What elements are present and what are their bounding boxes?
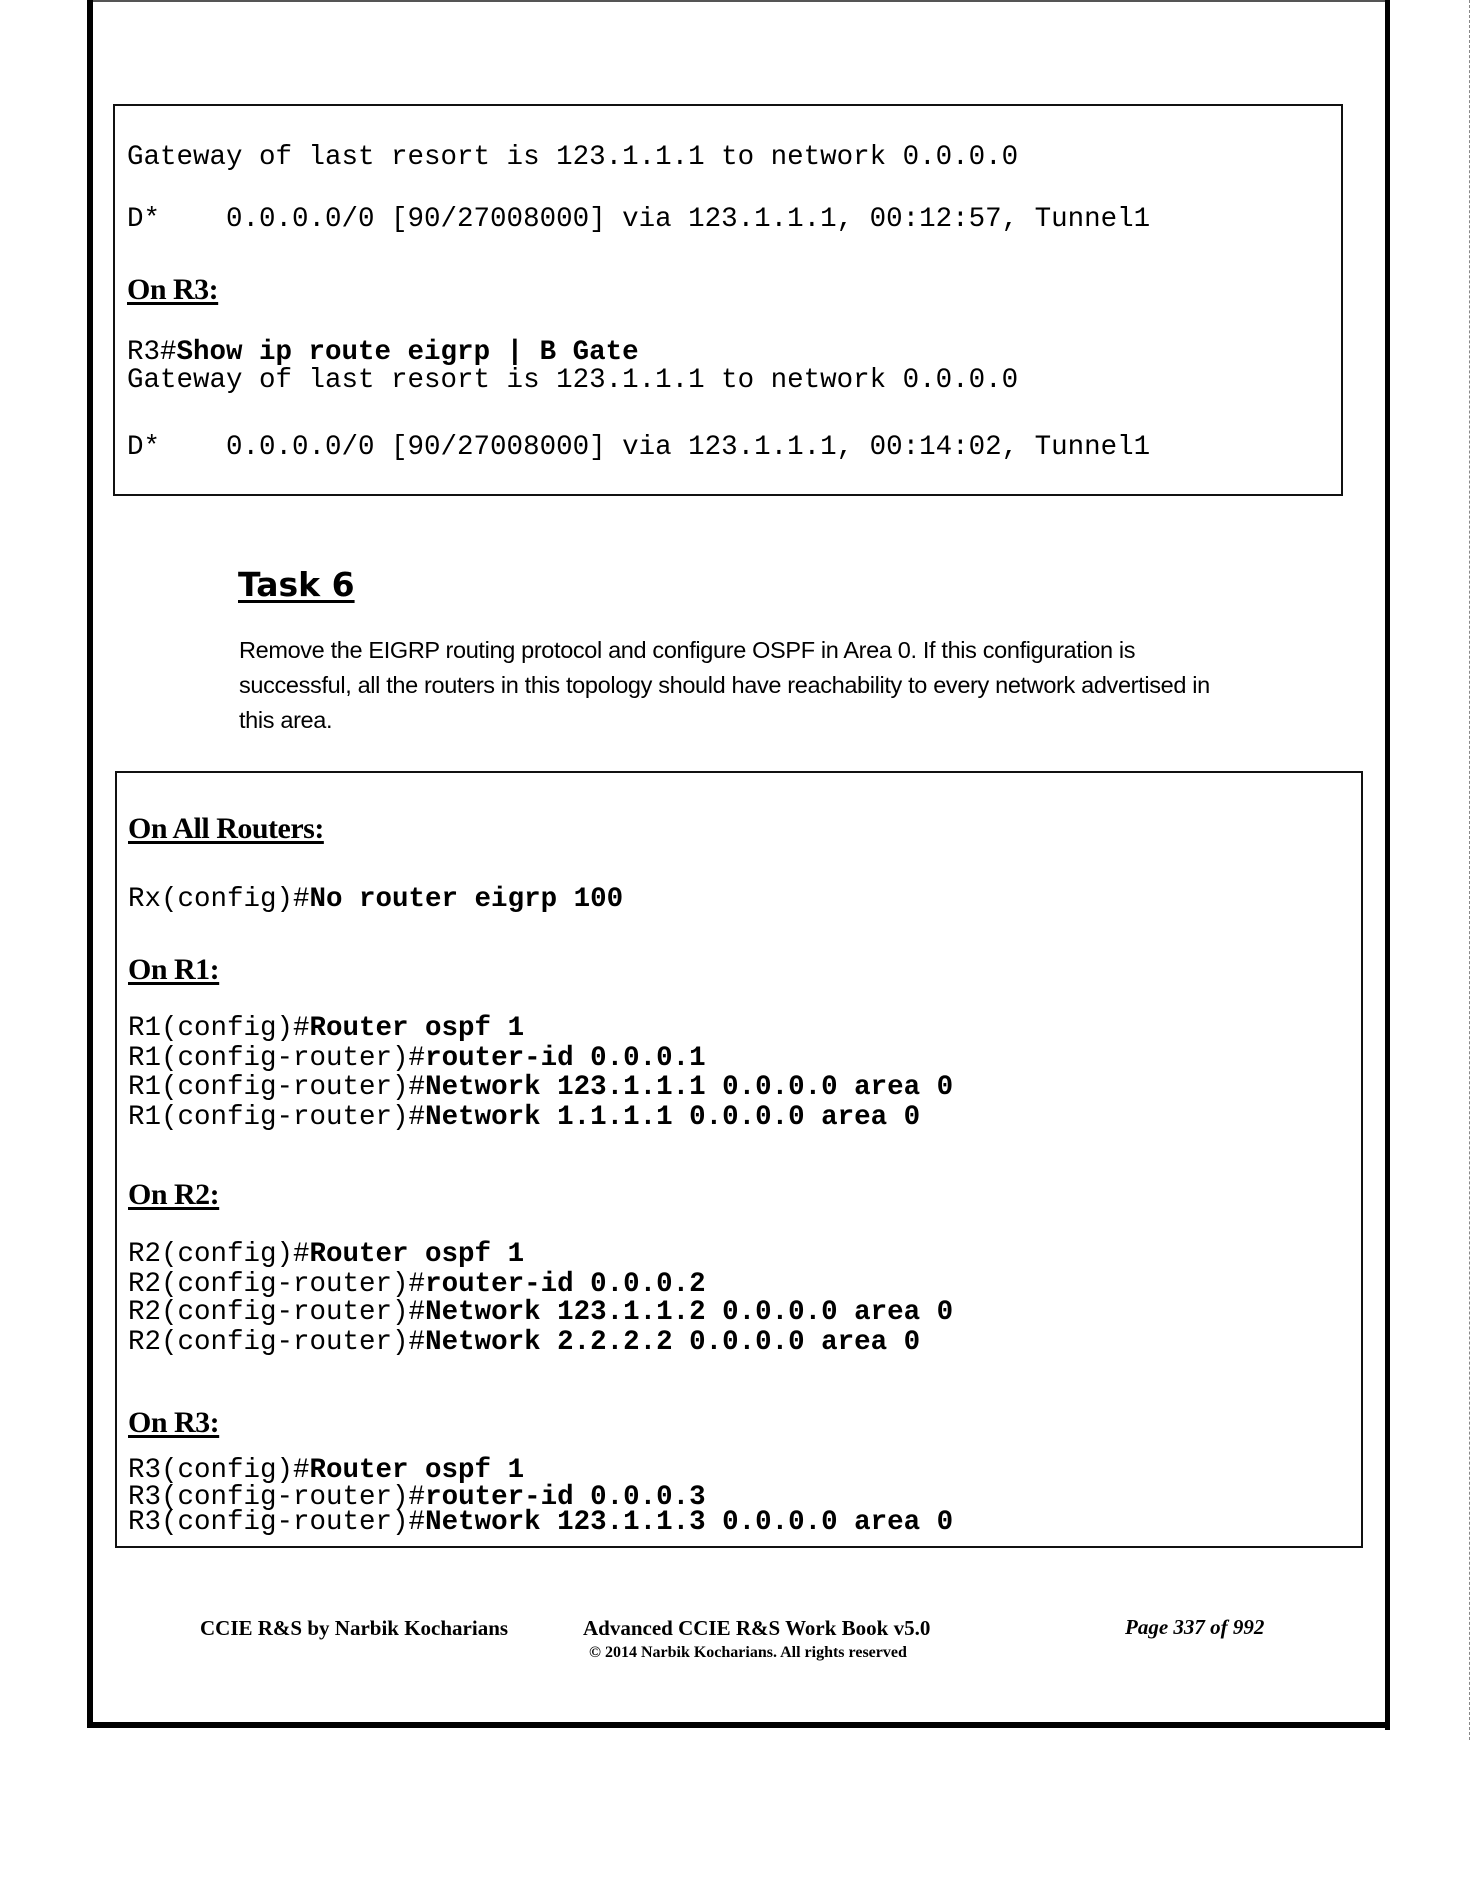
- prompt: R1(config)#: [128, 1013, 310, 1044]
- task-description: Remove the EIGRP routing protocol and configure OSPF in Area 0. If this configuration is successful, all the routers in this topology should have reachability to every network advertised in this area.: [239, 637, 1210, 733]
- code-line: [128, 1271, 706, 1299]
- code-line: [128, 1241, 524, 1269]
- code-line: [128, 1457, 524, 1485]
- code-line: [128, 1329, 920, 1357]
- code-line: D* 0.0.0.0/0 [90/27008000] via 123.1.1.1, 00:14:02, Tunnel1: [127, 432, 1151, 463]
- page-frame-right: [1385, 0, 1390, 1730]
- command: Network 123.1.1.2 0.0.0.0 area 0: [425, 1297, 954, 1328]
- section-heading-r3: On R3:: [128, 1406, 220, 1439]
- code-line: Gateway of last resort is 123.1.1.1 to network 0.0.0.0: [127, 142, 1019, 173]
- footer-book-title: Advanced CCIE R&S Work Book v5.0: [583, 1616, 931, 1640]
- section-heading-r2: On R2:: [128, 1178, 220, 1211]
- command: Show ip route eigrp | B Gate: [176, 337, 639, 368]
- prompt: R1(config-router)#: [128, 1102, 426, 1133]
- prompt: R3#: [127, 337, 177, 368]
- page-frame-top: [87, 0, 1390, 2]
- prompt: R1(config-router)#: [128, 1072, 426, 1103]
- code-line: [128, 1299, 953, 1327]
- code-line: [127, 339, 639, 367]
- task-title: Task 6: [238, 565, 355, 604]
- footer-copyright: © 2014 Narbik Kocharians. All rights reserved: [589, 1644, 907, 1661]
- footer-author: CCIE R&S by Narbik Kocharians: [200, 1616, 509, 1640]
- code-line: [128, 1074, 953, 1102]
- code-line: [128, 1509, 953, 1537]
- scan-edge-line: [1469, 0, 1471, 1740]
- command: Router ospf 1: [309, 1455, 525, 1486]
- prompt: R3(config-router)#: [128, 1507, 426, 1538]
- prompt: R2(config)#: [128, 1239, 310, 1270]
- code-line: D* 0.0.0.0/0 [90/27008000] via 123.1.1.1, 00:12:57, Tunnel1: [127, 204, 1151, 235]
- command: router-id 0.0.0.1: [425, 1043, 706, 1074]
- code-line: [128, 1045, 706, 1073]
- command: Network 123.1.1.3 0.0.0.0 area 0: [425, 1507, 954, 1538]
- prompt: R3(config-router)#: [128, 1482, 426, 1513]
- command: Network 123.1.1.1 0.0.0.0 area 0: [425, 1072, 954, 1103]
- prompt: R2(config-router)#: [128, 1297, 426, 1328]
- command: router-id 0.0.0.2: [425, 1269, 706, 1300]
- command: Router ospf 1: [309, 1239, 525, 1270]
- footer-page-number: Page 337 of 992: [1125, 1615, 1265, 1639]
- section-heading-r3: On R3:: [127, 273, 219, 306]
- command: Network 1.1.1.1 0.0.0.0 area 0: [425, 1102, 921, 1133]
- command: Router ospf 1: [309, 1013, 525, 1044]
- page-frame-bottom: [87, 1722, 1390, 1728]
- prompt: Rx(config)#: [128, 884, 310, 915]
- prompt: R1(config-router)#: [128, 1043, 426, 1074]
- command: router-id 0.0.0.3: [425, 1482, 706, 1513]
- section-heading-all-routers: On All Routers:: [128, 812, 324, 845]
- code-line: Gateway of last resort is 123.1.1.1 to network 0.0.0.0: [127, 365, 1019, 396]
- prompt: R2(config-router)#: [128, 1327, 426, 1358]
- section-heading-r1: On R1:: [128, 953, 220, 986]
- command: No router eigrp 100: [309, 884, 624, 915]
- command: Network 2.2.2.2 0.0.0.0 area 0: [425, 1327, 921, 1358]
- code-line: [128, 886, 623, 914]
- prompt: R2(config-router)#: [128, 1269, 426, 1300]
- code-line: [128, 1015, 524, 1043]
- code-line: [128, 1104, 920, 1132]
- page-frame-left: [87, 0, 93, 1726]
- prompt: R3(config)#: [128, 1455, 310, 1486]
